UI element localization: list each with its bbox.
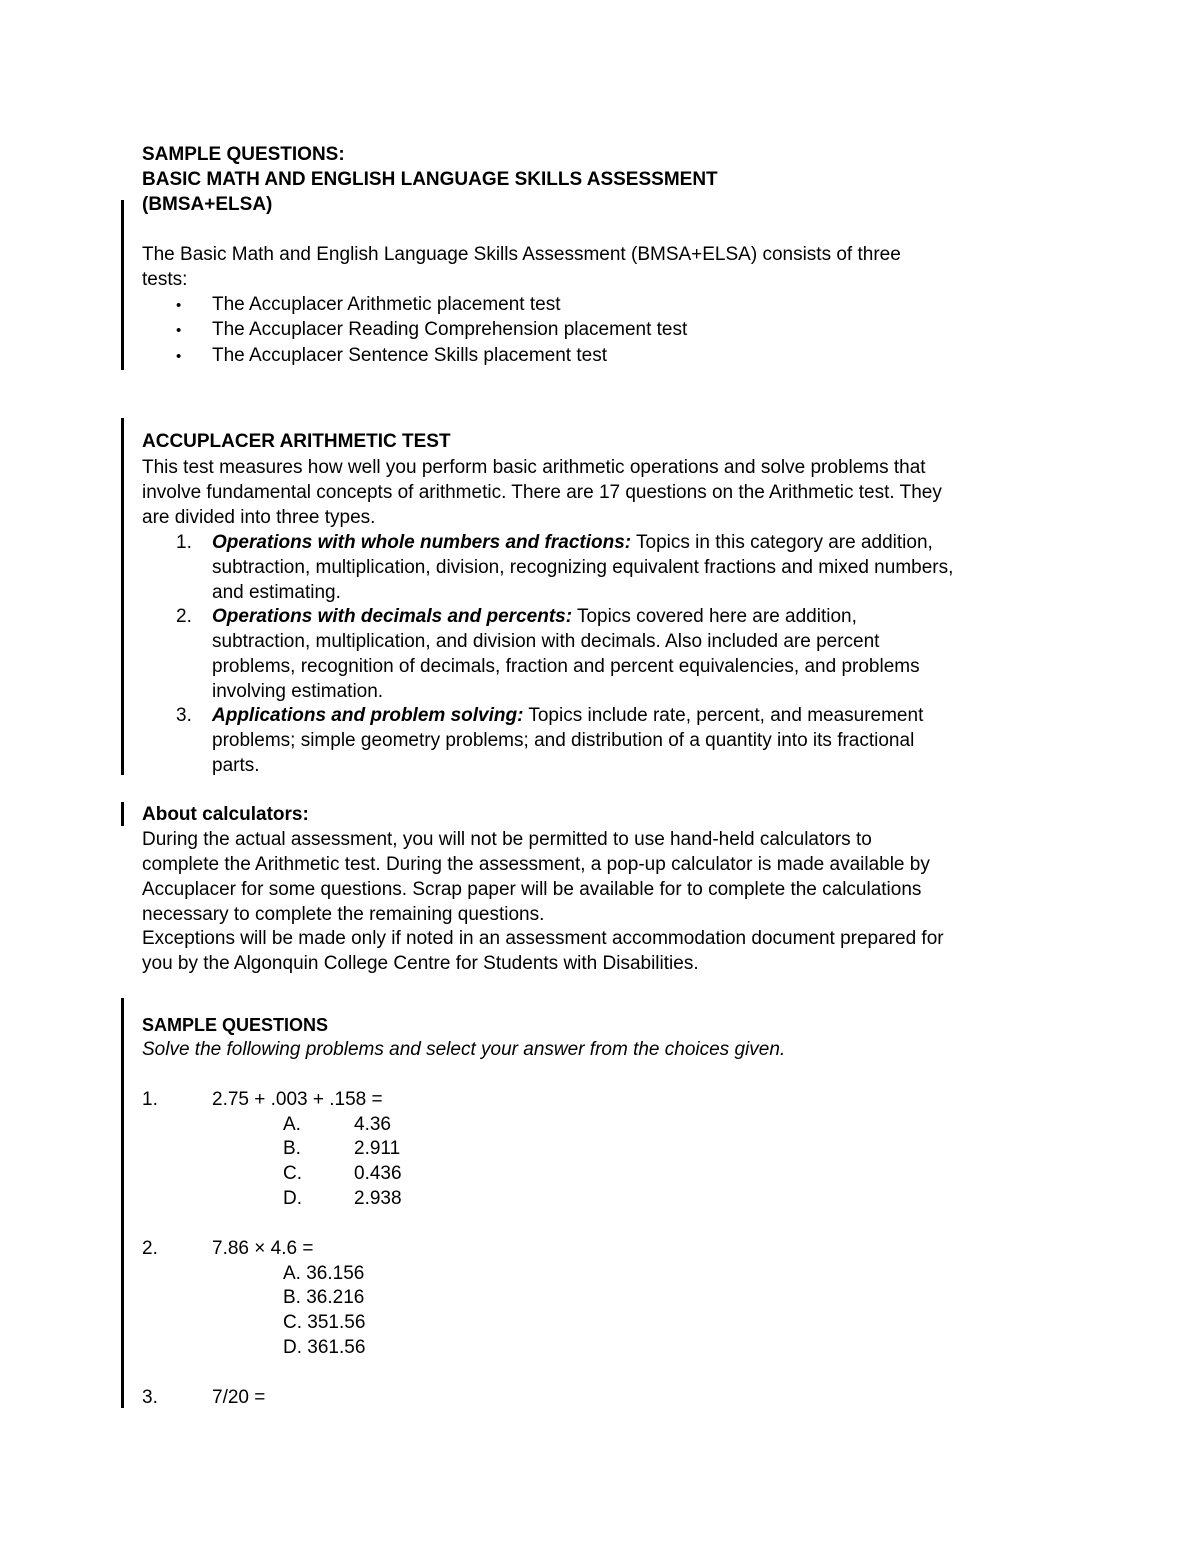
arithmetic-para-line: are divided into three types. (142, 507, 376, 528)
choice-item: C. 351.56 (283, 1312, 366, 1333)
list-item-text: Topics include rate, percent, and measurement (523, 705, 924, 726)
list-item-title: Operations with whole numbers and fractions: (212, 532, 632, 553)
change-bar (121, 200, 124, 370)
question-number: 3. (142, 1387, 158, 1408)
choice-letter: C. (283, 1163, 302, 1184)
choice-letter: D. (283, 1188, 302, 1209)
list-item-line: problems, recognition of decimals, fraction and percent equivalencies, and problems (212, 656, 920, 677)
list-item-line: involving estimation. (212, 681, 384, 702)
change-bar (121, 418, 124, 775)
intro-line-2: tests: (142, 269, 188, 290)
choice-value: 4.36 (354, 1114, 391, 1135)
list-item-text: Topics covered here are addition, (572, 606, 857, 627)
samples-heading: SAMPLE QUESTIONS (142, 1015, 329, 1035)
list-item-number: 3. (176, 705, 192, 726)
question-expression: 2.75 + .003 + .158 = (212, 1089, 383, 1110)
intro-line-1: The Basic Math and English Language Skills Assessment (BMSA+ELSA) consists of three (142, 244, 901, 265)
bullet-icon: • (176, 322, 182, 339)
list-item-line: subtraction, multiplication, division, recognizing equivalent fractions and mixed numbers, (212, 557, 954, 578)
bullet-icon: • (176, 348, 182, 365)
list-item-number: 1. (176, 532, 192, 553)
intro-bullet-item: The Accuplacer Reading Comprehension placement test (212, 319, 688, 340)
question-number: 2. (142, 1238, 158, 1259)
list-item-text: Topics in this category are addition, (631, 532, 933, 553)
arithmetic-heading: ACCUPLACER ARITHMETIC TEST (142, 431, 451, 452)
list-item-line: subtraction, multiplication, and division with decimals. Also included are percent (212, 631, 880, 652)
list-item-first-line (212, 604, 857, 629)
intro-bullet-item: The Accuplacer Sentence Skills placement test (212, 345, 607, 366)
calculators-line: During the actual assessment, you will not be permitted to use hand-held calculators to (142, 829, 872, 850)
choice-item: A. 36.156 (283, 1263, 365, 1284)
calculators-line: complete the Arithmetic test. During the assessment, a pop-up calculator is made available by (142, 854, 930, 875)
question-expression: 7.86 × 4.6 = (212, 1238, 314, 1259)
choice-letter: B. (283, 1138, 301, 1159)
arithmetic-para-line: This test measures how well you perform basic arithmetic operations and solve problems that (142, 457, 926, 478)
list-item-number: 2. (176, 606, 192, 627)
calculators-line: Accuplacer for some questions. Scrap paper will be available for to complete the calculations (142, 879, 922, 900)
list-item-line: and estimating. (212, 582, 341, 603)
doc-title-line-3: (BMSA+ELSA) (142, 194, 273, 215)
intro-bullet-item: The Accuplacer Arithmetic placement test (212, 294, 561, 315)
choice-value: 0.436 (354, 1163, 402, 1184)
list-item-first-line (212, 703, 923, 728)
list-item-first-line (212, 530, 933, 555)
samples-instruction: Solve the following problems and select your answer from the choices given. (142, 1039, 786, 1060)
choice-value: 2.911 (354, 1138, 401, 1159)
choice-value: 2.938 (354, 1188, 402, 1209)
list-item-title: Applications and problem solving: (212, 705, 524, 726)
calculators-line: you by the Algonquin College Centre for Students with Disabilities. (142, 953, 699, 974)
change-bar (121, 802, 124, 826)
question-expression: 7/20 = (212, 1387, 266, 1408)
choice-letter: A. (283, 1114, 301, 1135)
choice-item: D. 361.56 (283, 1337, 366, 1358)
arithmetic-para-line: involve fundamental concepts of arithmetic. There are 17 questions on the Arithmetic test. They (142, 482, 942, 503)
calculators-line: Exceptions will be made only if noted in an assessment accommodation document prepared for (142, 928, 944, 949)
bullet-icon: • (176, 297, 182, 314)
change-bar (121, 998, 124, 1408)
list-item-title: Operations with decimals and percents: (212, 606, 573, 627)
doc-title-line-2: BASIC MATH AND ENGLISH LANGUAGE SKILLS ASSESSMENT (142, 169, 718, 190)
calculators-line: necessary to complete the remaining questions. (142, 904, 545, 925)
list-item-line: parts. (212, 755, 260, 776)
calculators-heading: About calculators: (142, 804, 309, 825)
choice-item: B. 36.216 (283, 1287, 365, 1308)
list-item-line: problems; simple geometry problems; and distribution of a quantity into its fractional (212, 730, 915, 751)
question-number: 1. (142, 1089, 158, 1110)
doc-title-line-1: SAMPLE QUESTIONS: (142, 144, 345, 165)
